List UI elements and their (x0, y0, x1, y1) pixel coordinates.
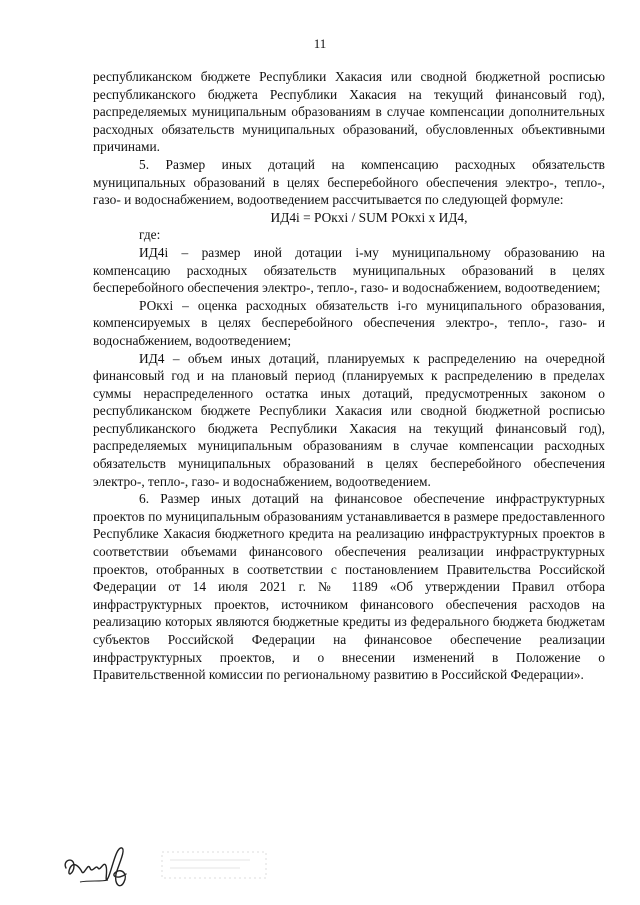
document-body (93, 68, 605, 684)
paragraph-item-5: 5. Размер иных дотаций на компенсацию расходных обязательств муниципальных образований в целях бесперебойного обеспечения электро-, тепло-, газо- и водоснабжением, водоотведением рассчитывается по следующей формуле: (93, 156, 605, 208)
definition-id4i: ИД4i – размер иной дотации i-му муниципальному образованию на компенсацию расходных обязательств муниципальных образований в целях бесперебойного обеспечения электро-, тепло-, газо- и водоснабжением, водоотведением; (93, 244, 605, 296)
page-number: 11 (313, 36, 327, 51)
faint-stamp (160, 846, 270, 886)
formula: ИД4i = РОкхi / SUM РОкхi x ИД4, (270, 209, 468, 225)
where-label: где: (139, 227, 161, 243)
paragraph-continuation: республиканском бюджете Республики Хакасия или сводной бюджетной росписью республиканского бюджета Республики Хакасия на текущий финансовый год), распределяемых муниципальным образованиям в случае компенсации дополнительных расходных обязательств муниципальных образований, обусловленных объективными причинами. (93, 69, 605, 155)
definition-id4: ИД4 – объем иных дотаций, планируемых к распределению на очередной финансовый год и на плановый период (планируемых к распределению в пределах суммы нераспределенного остатка иных дотаций, предусмотренных законом о республиканском бюджете Республики Хакасия или сводной бюджетной росписью республиканского бюджета Республики Хакасия на текущий финансовый год), распределяемых муниципальным образованиям в случае компенсации расходных обязательств муниципальных образований в целях бесперебойного обеспечения электро-, тепло-, газо- и водоснабжением, водоотведением. (93, 350, 605, 489)
definition-rokhi: РОкхi – оценка расходных обязательств i-го муниципального образования, компенсируемых в целях бесперебойного обеспечения электро-, тепло-, газо- и водоснабжением, водоотведением; (93, 297, 605, 348)
paragraph-item-6: 6. Размер иных дотаций на финансовое обеспечение инфраструктурных проектов по муниципальным образованиям устанавливается в размере предоставленного Республике Хакасия бюджетного кредита на реализацию инфраструктурных проектов в соответствии объемами финансового обеспечения реализации инфраструктурных проектов, отобранных в соответствии с постановлением Правительства Российской Федерации от 14 июля 2021 г. № 1189 «Об утверждении Правил отбора инфраструктурных проектов, источником финансового обеспечения расходов на реализацию которых являются бюджетные кредиты из федерального бюджета бюджетам субъектов Российской Федерации на финансовое обеспечение реализации инфраструктурных проектов, и о внесении изменений в Положение о Правительственной комиссии по региональному развитию в Российской Федерации». (93, 491, 605, 683)
handwritten-signature (60, 838, 140, 898)
